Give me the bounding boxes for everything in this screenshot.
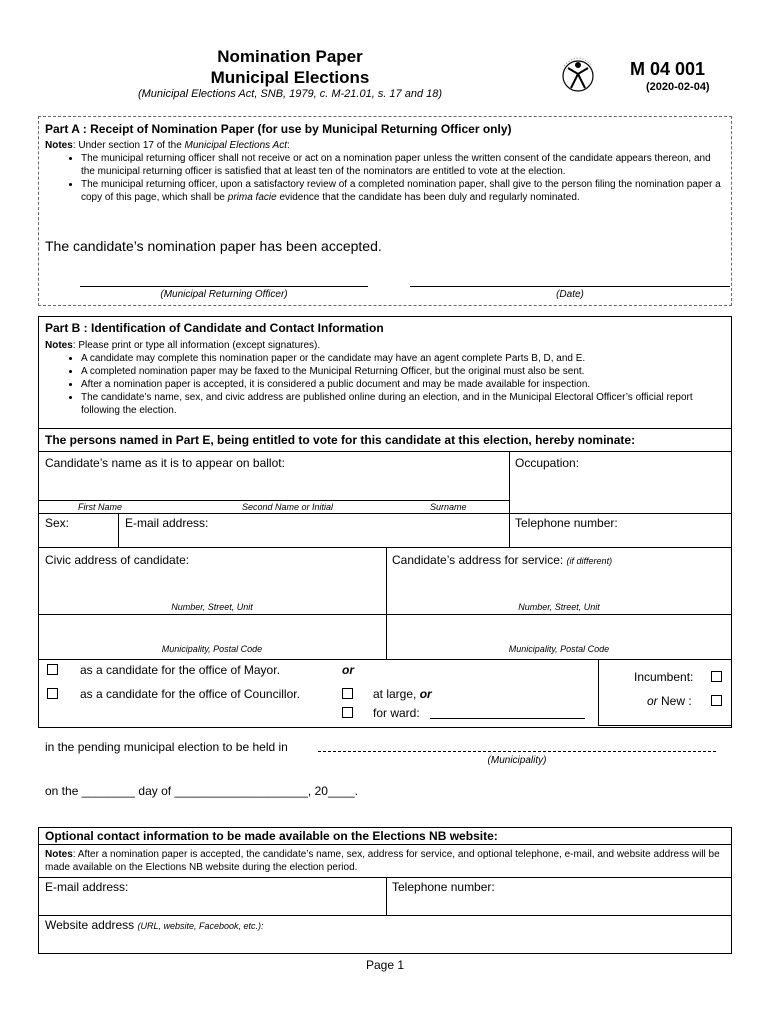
- page-number: Page 1: [365, 958, 405, 972]
- part-b-bullet: • A completed nomination paper may be faxed to the Municipal Returning Officer, but the original must also be sent.: [81, 365, 725, 378]
- surname-caption: Surname: [430, 502, 467, 512]
- form-number: M 04 001: [630, 59, 706, 79]
- notes-label: Notes: [45, 140, 73, 151]
- part-b-heading: Part B : Identification of Candidate and Contact Information: [45, 321, 384, 335]
- ward-field[interactable]: [430, 718, 585, 719]
- municipality-caption: (Municipality): [487, 755, 547, 766]
- part-b-bullet: • After a nomination paper is accepted, it is considered a public document and may be made available for inspection.: [81, 378, 725, 391]
- incumbent-checkbox[interactable]: [711, 671, 722, 682]
- form-title-line1: Nomination Paper: [217, 47, 363, 66]
- accepted-statement: The candidate’s nomination paper has been accepted.: [45, 238, 382, 254]
- second-name-caption: Second Name or Initial: [242, 502, 334, 512]
- part-b-bullet: • The candidate’s name, sex, and civic address are published online during an election, and in the Municipal Electoral Officer’s official report following the election.: [81, 391, 725, 417]
- at-large-text: at large, or: [373, 687, 432, 701]
- telephone-label: Telephone number:: [515, 516, 618, 530]
- email-label: E-mail address:: [125, 516, 209, 530]
- service-municipality-caption: Municipality, Postal Code: [508, 644, 610, 654]
- part-a-notes: Notes: Under section 17 of the Municipal Elections Act: • The municipal returning officer shall not receive or act on a nomination paper unless the written consent of the candidate appears thereon, and the municipal returning officer is satisfied that at least ten of the nominators are entitled to vote at the election. • The municipal returning officer, upon a satisfactory review of a completed nomination paper, shall give to the person filing the nomination paper a copy of this page, which shall be prima facie evidence that the candidate has been duly and regularly nominated.: [45, 139, 725, 204]
- new-label: or New :: [647, 694, 692, 708]
- optional-email-label: E-mail address:: [45, 880, 129, 894]
- part-b-notes: Notes: Please print or type all information (except signatures). • A candidate may complete this nomination paper or the candidate may have an agent complete Parts B, D, and E. • A completed nomination paper may be faxed to the Municipal Returning Officer, but the original must also be sent. • After a nomination paper is accepted, it is considered a public document and may be made available for inspection. • The candidate’s name, sex, and civic address are published online during an election, and in the Municipal Electoral Officer’s official report following the election.: [45, 339, 725, 417]
- mayor-text: as a candidate for the office of Mayor.: [80, 663, 280, 677]
- form-date: (2020-02-04): [646, 81, 710, 93]
- part-a-bullet: • The municipal returning officer shall not receive or act on a nomination paper unless the written consent of the candidate appears thereon, and the municipal returning officer is satisfied that at least ten of the nominators are entitled to vote at the election.: [81, 152, 725, 178]
- date-line[interactable]: [410, 286, 730, 287]
- for-ward-text: for ward:: [373, 706, 420, 720]
- part-a-bullet: • The municipal returning officer, upon a satisfactory review of a completed nomination paper, shall give to the person filing the nomination paper a copy of this page, which shall be prima facie evidence that the candidate has been duly and regularly nominated.: [81, 178, 725, 204]
- civic-municipality-caption: Municipality, Postal Code: [161, 644, 263, 654]
- officer-signature-line[interactable]: [80, 286, 368, 287]
- date-of-election-text: on the ________ day of ____________________, 20____.: [45, 784, 358, 798]
- at-large-checkbox[interactable]: [342, 688, 353, 699]
- service-address-label: Candidate’s address for service: (if different): [392, 553, 613, 567]
- occupation-field[interactable]: [512, 470, 728, 510]
- occupation-label: Occupation:: [515, 456, 580, 470]
- sex-label: Sex:: [45, 516, 70, 530]
- councillor-checkbox[interactable]: [47, 688, 58, 699]
- optional-telephone-label: Telephone number:: [392, 880, 495, 894]
- candidate-name-field[interactable]: [41, 470, 506, 500]
- new-checkbox[interactable]: [711, 695, 722, 706]
- first-name-caption: First Name: [78, 502, 123, 512]
- optional-heading: Optional contact information to be made available on the Elections NB website:: [45, 829, 498, 843]
- for-ward-checkbox[interactable]: [342, 707, 353, 718]
- optional-contact-section: [38, 827, 732, 954]
- mayor-checkbox[interactable]: [47, 664, 58, 675]
- part-b-bullet: • A candidate may complete this nomination paper or the candidate may have an agent complete Parts B, D, and E.: [81, 352, 725, 365]
- form-subtitle: (Municipal Elections Act, SNB, 1979, c. M-21.01, s. 17 and 18): [137, 88, 443, 100]
- municipality-field[interactable]: [318, 751, 716, 752]
- nominate-statement: The persons named in Part E, being entitled to vote for this candidate at this election, hereby nominate:: [45, 433, 636, 447]
- elections-nb-logo: [556, 52, 600, 96]
- or-text: or: [342, 663, 354, 677]
- civic-address-label: Civic address of candidate:: [45, 553, 190, 567]
- part-a-heading: Part A : Receipt of Nomination Paper (for use by Municipal Returning Officer only): [45, 122, 512, 136]
- officer-caption: (Municipal Returning Officer): [160, 289, 288, 300]
- form-title-line2: Municipal Elections: [210, 68, 370, 87]
- website-label: Website address (URL, website, Facebook, etc.):: [45, 918, 264, 932]
- civic-street-caption: Number, Street, Unit: [171, 602, 253, 612]
- incumbent-label: Incumbent:: [634, 670, 694, 684]
- councillor-text: as a candidate for the office of Councillor.: [80, 687, 300, 701]
- candidate-name-label: Candidate’s name as it is to appear on ballot:: [45, 456, 285, 470]
- date-caption: (Date): [556, 289, 584, 300]
- service-street-caption: Number, Street, Unit: [518, 602, 600, 612]
- optional-notes: Notes: After a nomination paper is accepted, the candidate’s name, sex, address for service, and optional telephone, e-mail, and website address will be made available on the Elections NB website during the election period.: [45, 849, 720, 873]
- election-text: in the pending municipal election to be held in: [45, 740, 288, 754]
